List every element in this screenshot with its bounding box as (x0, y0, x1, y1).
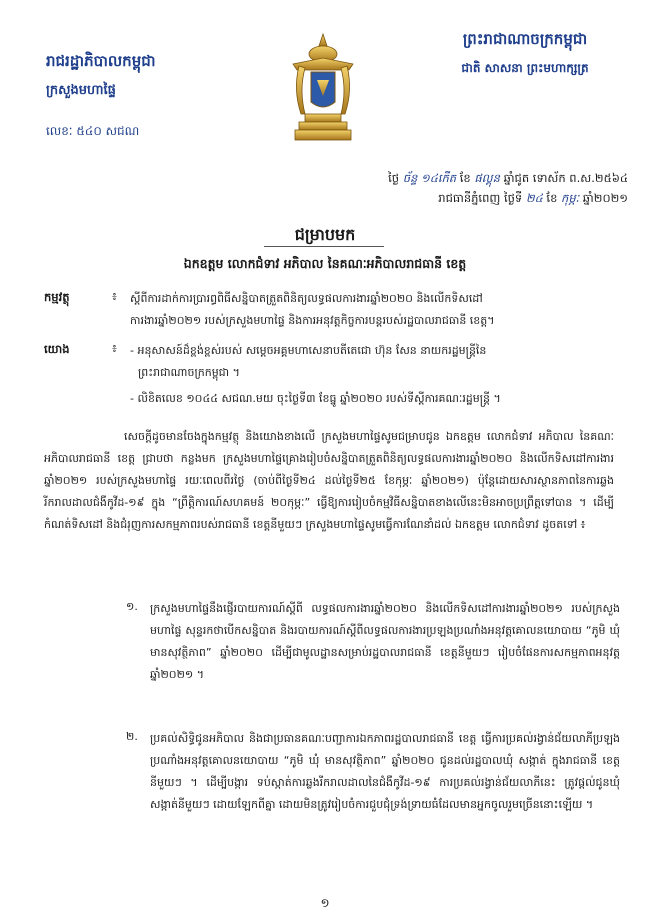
lunar-day-handwritten: ច័ន្ទ ១៤កើត (402, 171, 457, 185)
lunar-year: ឆ្នាំជូត ទោស័ក ព.ស.២៥៦៤ (503, 171, 628, 185)
subject-line-2: ការងារឆ្នាំ២០២១ របស់ក្រសួងមហាផ្ទៃ និងការអនុវត្តកិច្ចការបន្តរបស់រដ្ឋបាលរាជធានី ខេត្ត។ (130, 314, 495, 327)
solar-date (228, 188, 628, 208)
header-left (46, 52, 236, 141)
page-number: ១ (320, 896, 330, 910)
item-1-text: ក្រសួងមហាផ្ទៃនឹងផ្ញើរបាយការណ៍ស្តីពី លទ្ធផលការងារឆ្នាំ២០២០ និងលើកទិសដៅការងារឆ្នាំ២០២១ របស់ក្រសួងមហាផ្ទៃ សុន្ទរកថាបើកសន្និបាត និងរបាយការណ៍ស្តីពីលទ្ធផលការងារប្រឡងប្រណាំងអនុវត្តគោលនយោបាយ “ភូមិ ឃុំ មានសុវត្ថិភាព” ឆ្នាំ២០២០ ដើម្បីជាមូលដ្ឋានសម្រាប់រដ្ឋបាលរាជធានី ខេត្តនីមួយៗ រៀបចំផែនការសកម្មភាពអនុវត្តឆ្នាំ២០២១ ។ (150, 602, 620, 681)
government-name: រាជរដ្ឋាភិបាលកម្ពុជា (46, 52, 156, 70)
solar-month-prefix: ខែ (546, 191, 558, 205)
addressee: ឯកឧត្តម លោកជំទាវ អភិបាល នៃគណៈអភិបាលរាជធានី ខេត្ត (183, 256, 467, 271)
item-2-text: ប្រគល់សិទ្ធិជូនអភិបាល និងជាប្រធានគណៈបញ្ជាការឯកភាពរដ្ឋបាលរាជធានី ខេត្ត ធ្វើការប្រគល់រង្វាន់ជ័យលាភីប្រឡងប្រណាំងអនុវត្តគោលនយោបាយ “ភូមិ ឃុំ មានសុវត្ថិភាព” ឆ្នាំ២០២០ ជូនដល់រដ្ឋបាលឃុំ សង្កាត់ ក្នុងរាជធានី ខេត្តនីមួយៗ ។ ដើម្បីបង្ការ ទប់ស្កាត់ការឆ្លងរីករាលដាលនៃជំងឺកូវីដ-១៩ ការប្រគល់រង្វាន់ជ័យលាភីនេះ ត្រូវផ្តល់ជូនឃុំ សង្កាត់នីមួយៗ ដោយឡែកពីគ្នា ដោយមិនត្រូវរៀបចំការជួបជុំទ្រង់ទ្រាយធំដែលមានអ្នកចូលរួមច្រើននោះឡើយ ។ (150, 732, 620, 811)
reference-colon: ៖ (112, 342, 117, 355)
title-divider (264, 246, 384, 247)
reference-label: យោង (44, 342, 70, 356)
body-paragraph: សេចក្តីដូចមានចែងក្នុងកម្មវត្ថុ និងយោងខាងលើ ក្រសួងមហាផ្ទៃសូមជម្រាបជូន ឯកឧត្តម លោកជំទាវ អភិបាល នៃគណៈអភិបាលរាជធានី ខេត្ត ជ្រាបថា កន្លងមក ក្រសួងមហាផ្ទៃគ្រោងរៀបចំសន្និបាតត្រួតពិនិត្យលទ្ធផលការងារឆ្នាំ២០២០ និងលើកទិសដៅការងារឆ្នាំ២០២១ របស់ក្រសួងមហាផ្ទៃ រយៈពេលពីរថ្ងៃ (ចាប់ពីថ្ងៃទី២៤ ដល់ថ្ងៃទី២៥ ខែកុម្ភៈ ឆ្នាំ២០២១) ប៉ុន្តែដោយសារស្ថានភាពនៃការឆ្លងរីករាលដាលជំងឺកូវីដ-១៩ ក្នុង “ព្រឹត្តិការណ៍សហគមន៍ ២០កុម្ភៈ” ធ្វើឱ្យការរៀបចំកម្មវិធីសន្និបាតខាងលើនេះមិនអាចប្រព្រឹត្តទៅបាន ។ ដើម្បីកំណត់ទិសដៅ និងជំរុញការសកម្មភាពរបស់រាជធានី ខេត្តនីមួយៗ ក្រសួងមហាផ្ទៃសូមធ្វើការណែនាំដល់ ឯកឧត្តម លោកជំទាវ ដូចតទៅ ៖ (44, 430, 614, 531)
kingdom-name: ព្រះរាជាណាចក្រកម្ពុជា (462, 30, 588, 48)
royal-arms-emblem-icon (283, 30, 363, 150)
letter-title: ជម្រាបមក (294, 225, 356, 244)
solar-prefix: រាជធានីភ្នំពេញ ថ្ងៃទី (438, 191, 523, 205)
subject-colon: ៖ (112, 290, 117, 303)
lunar-month-handwritten: ផល្គុន (474, 171, 500, 185)
subject-line-1: ស្តីពីការដាក់ការប្រារព្ធពិធីសន្និបាតត្រួតពិនិត្យលទ្ធផលការងារឆ្នាំ២០២០ និងលើកទិសដៅ (130, 292, 483, 305)
reference-number: លេខៈ ៥៤០ សជណ (46, 124, 140, 138)
item-2-number: ២. (126, 730, 138, 743)
ministry-name: ក្រសួងមហាផ្ទៃ (46, 83, 116, 98)
lunar-prefix: ថ្ងៃ (388, 171, 400, 185)
lunar-month-prefix: ខែ (459, 171, 471, 185)
solar-month-handwritten: កុម្ភៈ (561, 191, 580, 205)
lunar-date (228, 168, 628, 188)
item-1-number: ១. (126, 600, 138, 613)
subject-label: កម្មវត្ថុ (44, 290, 70, 304)
dateline (228, 168, 628, 208)
reference-item-1-line-1: - អនុសាសន៍ដ៏ខ្ពង់ខ្ពស់របស់ សម្តេចអគ្គមហាសេនាបតីតេជោ ហ៊ុន សែន នាយករដ្ឋមន្ត្រីនៃ (130, 344, 487, 357)
reference-item-1-line-2: ព្រះរាជាណាចក្រកម្ពុជា ។ (138, 366, 240, 379)
reference-item-2: - លិខិតលេខ ១០៤៤ សជណ.មយ ចុះថ្ងៃទី៣ ខែធ្នូ ឆ្នាំ២០២០ របស់ទីស្តីការគណៈរដ្ឋមន្ត្រី ។ (130, 392, 501, 405)
solar-day-handwritten: ២៤ (525, 191, 543, 205)
solar-year: ឆ្នាំ២០២១ (582, 191, 628, 205)
national-motto: ជាតិ សាសនា ព្រះមហាក្សត្រ (461, 61, 589, 75)
header-right (420, 30, 630, 78)
